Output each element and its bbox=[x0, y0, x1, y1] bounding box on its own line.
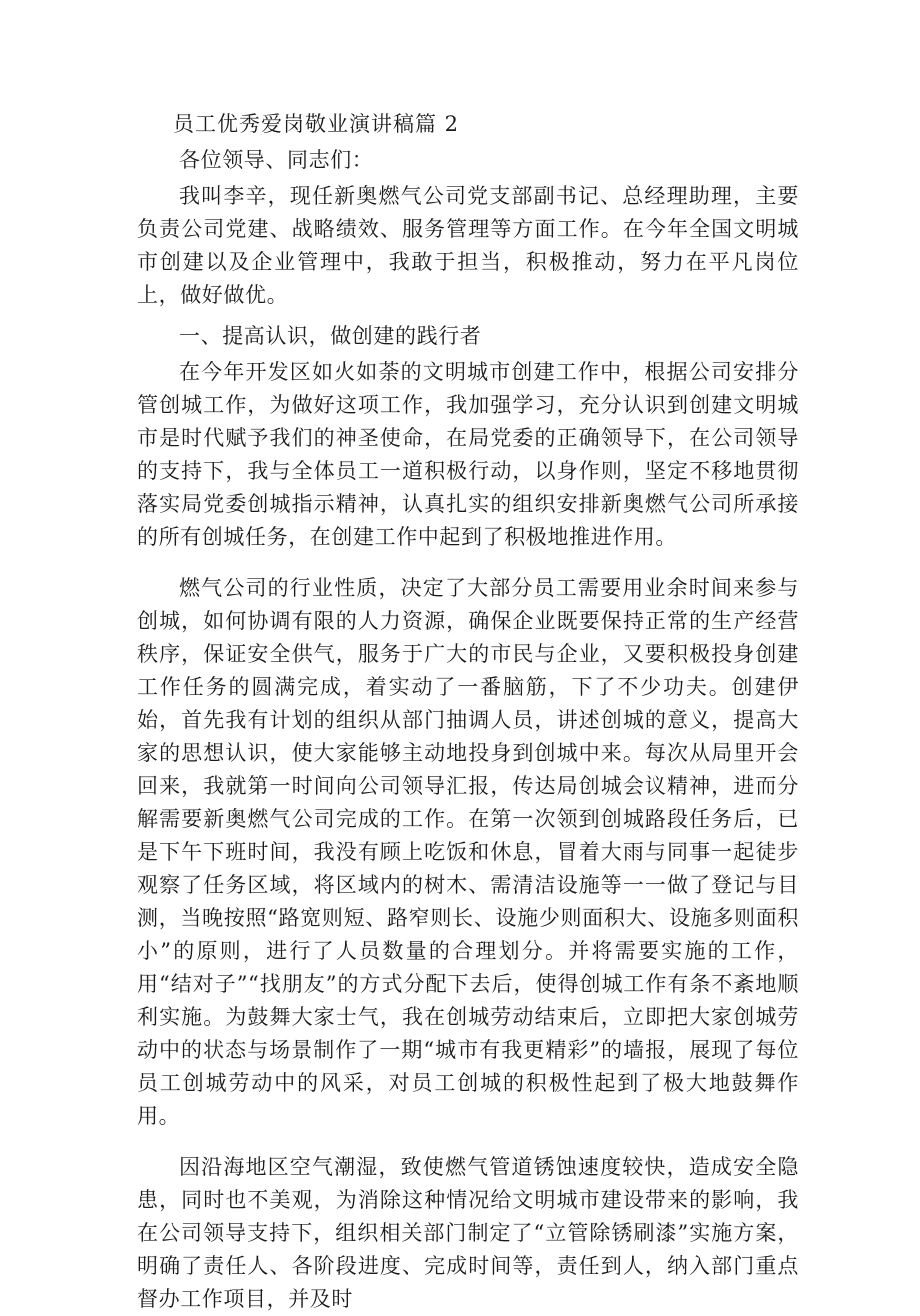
section-heading: 一、提高认识，做创建的践行者 bbox=[179, 324, 482, 348]
document-page bbox=[137, 108, 799, 1316]
salutation: 各位领导、同志们： bbox=[179, 148, 374, 172]
paragraph-body: 因沿海地区空气潮湿，致使燃气管道锈蚀速度较快，造成安全隐患，同时也不美观，为消除这种情况给文明城市建设带来的影响，我在公司领导支持下，组织相关部门制定了“立管除锈刷漆”实施方案，明确了责任人、各阶段进度、完成时间等，责任到人，纳入部门重点督办工作项目，并及时 bbox=[137, 1155, 799, 1311]
paragraph-body: 燃气公司的行业性质，决定了大部分员工需要用业余时间来参与创城，如何协调有限的人力资源，确保企业既要保持正常的生产经营秩序，保证安全供气，服务于广大的市民与企业，又要积极投身创建工作任务的圆满完成，着实动了一番脑筋，下了不少功夫。创建伊始，首先我有计划的组织从部门抽调人员，讲述创城的意义，提高大家的思想认识，使大家能够主动地投身到创城中来。每次从局里开会回来，我就第一时间向公司领导汇报，传达局创城会议精神，进而分解需要新奥燃气公司完成的工作。在第一次领到创城路段任务后，已是下午下班时间，我没有顾上吃饭和休息，冒着大雨与同事一起徒步观察了任务区域，将区域内的树木、需清洁设施等一一做了登记与目测，当晚按照“路宽则短、路窄则长、设施少则面积大、设施多则面积小”的原则，进行了人员数量的合理划分。并将需要实施的工作，用“结对子”“找朋友”的方式分配下去后，使得创城工作有条不紊地顺利实施。为鼓舞大家士气，我在创城劳动结束后，立即把大家创城劳动中的状态与场景制作了一期“城市有我更精彩”的墙报，展现了每位员工创城劳动中的风采，对员工创城的积极性起到了极大地鼓舞作用。 bbox=[137, 576, 799, 1128]
paragraph-body: 在今年开发区如火如荼的文明城市创建工作中，根据公司安排分管创城工作，为做好这项工作，我加强学习，充分认识到创建文明城市是时代赋予我们的神圣使命，在局党委的正确领导下，在公司领导的支持下，我与全体员工一道积极行动，以身作则，坚定不移地贯彻落实局党委创城指示精神，认真扎实的组织安排新奥燃气公司所承接的所有创城任务，在创建工作中起到了积极地推进作用。 bbox=[137, 360, 799, 549]
paragraph-intro: 我叫李辛，现任新奥燃气公司党支部副书记、总经理助理，主要负责公司党建、战略绩效、服务管理等方面工作。在今年全国文明城市创建以及企业管理中，我敢于担当，积极推动，努力在平凡岗位上，做好做优。 bbox=[137, 184, 799, 307]
document-title: 员工优秀爱岗敬业演讲稿篇 2 bbox=[173, 112, 460, 136]
